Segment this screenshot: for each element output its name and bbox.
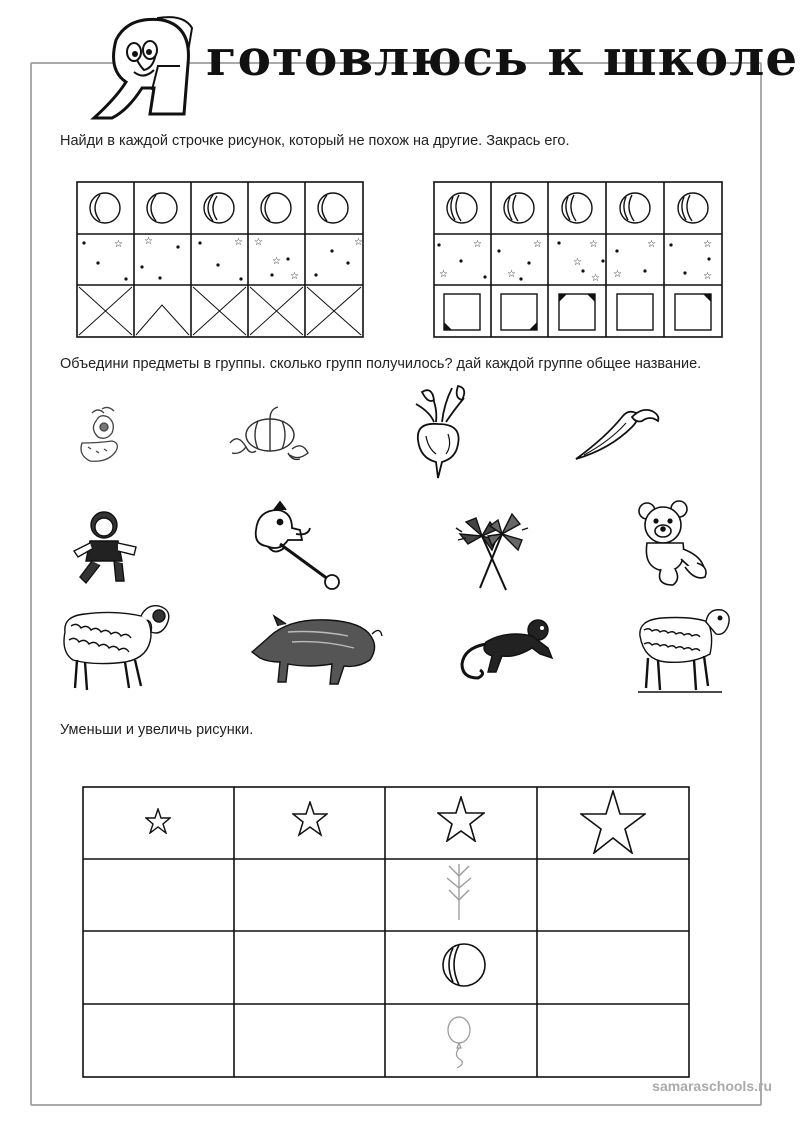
odd-one-out-grid-left bbox=[76, 181, 364, 338]
pinwheel-icon bbox=[452, 500, 530, 592]
svg-text:☆: ☆ bbox=[591, 273, 600, 284]
task-1-text: Найди в каждой строчке рисунок, который не похож на другие. Закрась его. bbox=[60, 133, 570, 149]
pumpkin-icon bbox=[226, 403, 310, 465]
svg-text:☆: ☆ bbox=[533, 239, 542, 250]
svg-text:☆: ☆ bbox=[144, 236, 153, 247]
sheep-icon bbox=[632, 604, 736, 696]
branch-icon bbox=[443, 862, 475, 922]
task-3-text: Уменьши и увеличь рисунки. bbox=[60, 722, 254, 738]
svg-text:☆: ☆ bbox=[507, 269, 516, 280]
svg-text:☆: ☆ bbox=[234, 237, 243, 248]
svg-text:☆: ☆ bbox=[703, 271, 712, 282]
svg-text:☆: ☆ bbox=[589, 239, 598, 250]
svg-text:☆: ☆ bbox=[290, 271, 299, 282]
cucumber-icon bbox=[72, 403, 134, 467]
star-large-icon bbox=[437, 796, 485, 842]
svg-text:☆: ☆ bbox=[573, 257, 582, 268]
star-xlarge-icon bbox=[580, 790, 646, 854]
svg-text:☆: ☆ bbox=[114, 239, 123, 250]
beet-icon bbox=[408, 384, 474, 482]
ram-icon bbox=[55, 596, 175, 694]
star-small-icon bbox=[145, 808, 171, 834]
teddy-bear-icon bbox=[635, 499, 711, 591]
boar-icon bbox=[248, 608, 384, 688]
svg-text:☆: ☆ bbox=[272, 256, 281, 267]
monkey-icon bbox=[456, 612, 560, 684]
svg-text:☆: ☆ bbox=[703, 239, 712, 250]
pepper-icon bbox=[570, 401, 662, 467]
hobby-horse-icon bbox=[244, 500, 348, 592]
ball-icon bbox=[441, 942, 487, 988]
page-title: готовлюсь к школе bbox=[206, 28, 799, 87]
footer-site: samaraschools.ru bbox=[652, 1078, 772, 1094]
mascot-letter-ya-icon bbox=[88, 10, 208, 128]
star-medium-icon bbox=[292, 801, 328, 837]
svg-text:☆: ☆ bbox=[473, 239, 482, 250]
odd-one-out-grid-right bbox=[433, 181, 723, 338]
doll-icon bbox=[70, 507, 142, 587]
svg-text:☆: ☆ bbox=[354, 237, 363, 248]
svg-text:☆: ☆ bbox=[613, 269, 622, 280]
balloon-icon bbox=[445, 1016, 473, 1070]
svg-text:☆: ☆ bbox=[439, 269, 448, 280]
svg-text:☆: ☆ bbox=[254, 237, 263, 248]
task-2-text: Объедини предметы в группы. сколько групп получилось? дай каждой группе общее название. bbox=[60, 356, 702, 372]
svg-text:☆: ☆ bbox=[647, 239, 656, 250]
